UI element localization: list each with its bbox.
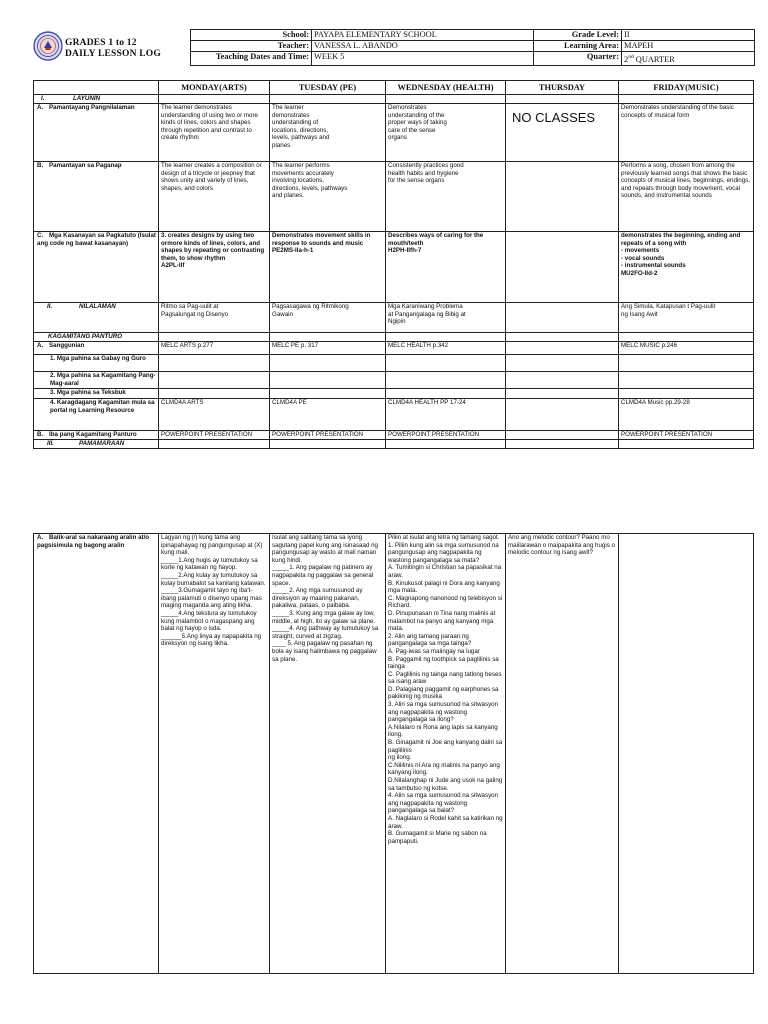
balik-aral-thursday: Ano ang melodic contour? Paano mo maiilarawan o maipapakita ang hugis o melodic contour ng isang awit?: [506, 534, 619, 974]
iba-pang-wednesday: POWERPOINT PRESENTATION: [386, 431, 506, 440]
school-value: PAYAPA ELEMENTARY SCHOOL: [312, 30, 534, 41]
balik-aral-letter: A.: [37, 534, 44, 541]
karagdagang-kagamitan-label: 4. Karagdagang Kagamitan mula sa portal ng Learning Resource: [34, 399, 159, 431]
tuesday-header: TUESDAY (PE): [270, 81, 386, 95]
thursday-header: THURSDAY: [506, 81, 619, 95]
teksbuk-label: 3. Mga pahina sa Teksbuk: [34, 389, 159, 399]
grades-label: GRADES 1 to 12: [65, 38, 137, 48]
karagdagang-friday: CLMD4A Music pp.29-28: [619, 399, 754, 431]
row-c-wednesday: Describes ways of caring for the mouth/teeth H2PH-IIfh-7: [386, 232, 506, 303]
kagamitang-mag-aaral-label: 2. Mga pahina sa Kagamitang Pang-Mag-aaral: [34, 372, 159, 389]
learning-area-value: MAPEH: [622, 41, 755, 52]
teacher-value: VANESSA L. ABANDO: [312, 41, 534, 52]
no-classes-text: NO CLASSES: [506, 104, 619, 162]
karagdagang-wednesday: CLMD4A HEALTH PP 17-24: [386, 399, 506, 431]
row-a-friday: Demonstrates understanding of the basic concepts of musical form: [619, 104, 754, 162]
sanggunian-letter: A.: [37, 342, 44, 349]
iba-pang-letter: B.: [37, 431, 44, 438]
day-header-row: [34, 81, 754, 95]
balik-aral-friday: [619, 534, 754, 974]
balik-aral-wednesday: Piliin at isulat ang letra ng tamang sagot. 1. Piliin kung alin sa mga sumusunod na pangungusap ang nagpapakita ng wastong pangangalaga sa mata? A. Tumitingin si Christian sa papasikat na araw. B. Kinukusot palagi ni Dora ang kanyang mga mata. C. Magnapong nanonood ng telebisyon si Richard. D. Pinupunasan ni Tina nang malinis at malambot na panyo ang kanyang mga mata. 2. Alin ang tamang paraan ng pangangalaga sa mga tainga? A. Pag-iwas sa maiingay na lugar B. Paggamit ng toothpick sa paglilinis sa tainga C. Paglilinis ng tainga nang tatlong beses sa isang araw D. Palagiang paggamit ng earphones sa pakikinig ng musika 3. Alin sa mga sumusunod na sitwasyon ang nagpapakita ng wastong pangangalaga sa ilong? A.Nilalaro ni Rona ang lapis sa kanyang ilong. B. Ginagamit ni Joe ang kanyang daliri sa paglilinis ng ilong. C.Nililinis ni Ara ng malinis na panyo ang kanyang ilong. D.Nilalanghap ni Jude ang usok na galing sa tambutso ng kotse. 4. Alin sa mga sumusunod na sitwasyon ang nagpapakita ng wastong pangangalaga sa balat? A. Naglalaro si Rodel kahit sa katirikan ng araw. B. Gumagamit si Marie ng sabon na pampaputi.: [386, 534, 506, 974]
balik-aral-monday: Lagyan ng (/) kung tama ang ipinapahayag ng pangungusap at (X) kung mali. _____1.Ang hugis ay tumutukoy sa korte ng katawan ng hayop. _____2.Ang kulay ay tumutukoy sa kulay bumabalot sa kanilang katawan. _____3.Gumagamit tayo ng iba't-ibang palamuti o disenyo upang mas maging maganda ang ating likha. _____4.Ang tekstura ay tumutukoy kung malambot o magaspang ang balat ng hayop o isda. ______5.Ang linya ay napapakita ng direksyon ng isang likha.: [159, 534, 270, 974]
balik-aral-row: [34, 534, 754, 974]
pamantayan-sa-paganap-row: [34, 162, 754, 232]
row-a-text: Pamantayang Pangnilalaman: [49, 104, 135, 111]
row-c-letter: C.: [37, 232, 44, 239]
row-b-text: Pamantayan sa Paganap: [49, 162, 122, 169]
gabay-guro-label: 1. Mga pahina sa Gabay ng Guro: [34, 355, 159, 372]
pamamaraan-num: III.: [47, 440, 54, 447]
wednesday-header: WEDNESDAY (HEALTH): [386, 81, 506, 95]
grade-level-label: Grade Level:: [534, 30, 622, 41]
row-c-tuesday: Demonstrates movement skills in response to sounds and music PE2MS-IIa-h-1: [270, 232, 386, 303]
friday-header: FRIDAY(MUSIC): [619, 81, 754, 95]
log-title: DAILY LESSON LOG: [65, 49, 161, 59]
monday-header: MONDAY(ARTS): [159, 81, 270, 95]
layunin-label: [34, 95, 159, 104]
learning-area-label: Learning Area:: [534, 41, 622, 52]
kagamitan-label: KAGAMITANG PANTURO: [34, 333, 159, 342]
pamamaraan-label: [34, 440, 159, 449]
teacher-label: Teacher:: [191, 41, 312, 52]
nilalaman-wednesday: Mga Karaniwang Problema at Pangangalaga ng Bibig at Ngipin: [386, 303, 506, 333]
row-c-label: [34, 232, 159, 303]
karagdagang-kagamitan-row: [34, 399, 754, 431]
teaching-dates-label: Teaching Dates and Time:: [191, 52, 312, 66]
quarter-label: Quarter:: [534, 52, 622, 66]
iba-pang-tuesday: POWERPOINT PRESENTATION: [270, 431, 386, 440]
quarter-number: 2: [624, 54, 629, 64]
row-a-label: [34, 104, 159, 162]
quarter-value: [622, 52, 755, 66]
dll-header: [33, 27, 753, 67]
iba-pang-friday: POWERPOINT PRESENTATION: [619, 431, 754, 440]
row-b-friday: Performs a song, chosen from among the previously learned songs that shows the basic concepts of musical lines, beginnings, endings, and repeats through body movement, vocal sounds, and instrumental sounds: [619, 162, 754, 232]
quarter-ordinal: nd: [628, 54, 634, 60]
sanggunian-row: [34, 342, 754, 355]
row-a-letter: A.: [37, 104, 44, 111]
teksbuk-row: [34, 389, 754, 399]
school-label: School:: [191, 30, 312, 41]
kagamitan-row: [34, 333, 754, 342]
row-a-monday: The learner demonstrates understanding of using two or more kinds of lines, colors and shapes through repetition and contrast to create rhythm: [159, 104, 270, 162]
balik-aral-text: Balik-aral sa nakaraang aralin at/o pagsisimula ng bagong aralin: [37, 534, 150, 549]
kasanayan-row: [34, 232, 754, 303]
sanggunian-text: Sanggunian: [49, 342, 85, 349]
pamamaraan-text: PAMAMARAAN: [79, 440, 125, 447]
nilalaman-tuesday: Pagsasagawa ng Ritmikong Gawain: [270, 303, 386, 333]
nilalaman-monday: Ritmo sa Pag-uulit at Pagsalungat ng Disenyo: [159, 303, 270, 333]
blank-header: [34, 81, 159, 95]
lesson-log-table-continued: [33, 533, 754, 974]
row-b-tuesday: The learner performs movements accurately involving locations, directions, levels, pathways and planes.: [270, 162, 386, 232]
sanggunian-tuesday: MELC PE p. 317: [270, 342, 386, 355]
row-c-friday: demonstrates the beginning, ending and repeats of a song with - movements - vocal sounds - instrumental sounds MU2FO-IId-2: [619, 232, 754, 303]
nilalaman-num: II.: [47, 303, 53, 310]
balik-aral-label: [34, 534, 159, 974]
karagdagang-monday: CLMD4A ARTS: [159, 399, 270, 431]
sanggunian-monday: MELC ARTS p.277: [159, 342, 270, 355]
iba-pang-text: Iba pang Kagamitang Panturo: [49, 431, 137, 438]
row-b-letter: B.: [37, 162, 44, 169]
layunin-num: I.: [41, 95, 45, 102]
header-info-table: [190, 29, 755, 66]
iba-pang-monday: POWERPOINT PRESENTATION: [159, 431, 270, 440]
layunin-text: LAYUNIN: [73, 95, 101, 102]
pamantayang-pangnilalaman-row: [34, 104, 754, 162]
iba-pang-label: [34, 431, 159, 440]
kagamitang-mag-aaral-row: [34, 372, 754, 389]
grade-level-value: II: [622, 30, 755, 41]
sanggunian-label: [34, 342, 159, 355]
sanggunian-wednesday: MELC HEALTH p.342: [386, 342, 506, 355]
quarter-word: QUARTER: [633, 54, 675, 64]
gabay-guro-row: [34, 355, 754, 372]
balik-aral-tuesday: Isulat ang salitang tama sa iyong sagutang papel kung ang isinasaad ng pangungusap ay wasto at mali naman kung hindi. _____1. Ang pagalaw ng patinero ay nagpapakita ng paggalaw sa general space. _____2. Ang mga sumusunod ay direksiyon ay maaring pakanan, pakaliwa, pataas, o paibaba. _____3. Kung ang mga galaw ay low, middle, at high, ito ay galaw sa plane. _____4. Ang pathway ay tumutukoy sa straight, curved at zigzag. ____ 5. Ang pagalaw ng pasahan ng bola ay isang halimbawa ng paggalaw sa plane.: [270, 534, 386, 974]
row-c-text: Mga Kasanayan sa Pagkatuto (Isulat ang code ng bawat kasanayan): [37, 232, 156, 247]
lesson-log-table: [33, 80, 754, 449]
row-a-wednesday: Demonstrates understanding of the proper ways of taking care of the sense organs: [386, 104, 506, 162]
nilalaman-text: NILALAMAN: [79, 303, 116, 310]
row-b-label: [34, 162, 159, 232]
iba-pang-kagamitan-row: [34, 431, 754, 440]
layunin-row: [34, 95, 754, 104]
row-a-tuesday: The learner demonstrates understanding of locations, directions, levels, pathways and planes: [270, 104, 386, 162]
row-c-monday: 3. creates designs by using two ormore kinds of lines, colors, and shapes by repeating or contrasting them, to show rhythm A2PL-IIf: [159, 232, 270, 303]
sanggunian-friday: MELC MUSIC p.246: [619, 342, 754, 355]
nilalaman-label: [34, 303, 159, 333]
teaching-dates-value: WEEK 5: [312, 52, 534, 66]
deped-seal-icon: [33, 31, 63, 61]
nilalaman-row: [34, 303, 754, 333]
nilalaman-friday: Ang Simula, Katapusan t Pag-uulit ng Isang Awit: [619, 303, 754, 333]
karagdagang-tuesday: CLMD4A PE: [270, 399, 386, 431]
pamamaraan-row: [34, 440, 754, 449]
row-b-wednesday: Consistently practices good health habits and hygiene for the sense organs: [386, 162, 506, 232]
row-b-monday: The learner creates a composition or design of a tricycle or jeepney that shows unity and variety of lines, shapes, and colors: [159, 162, 270, 232]
dll-title: [65, 38, 161, 60]
